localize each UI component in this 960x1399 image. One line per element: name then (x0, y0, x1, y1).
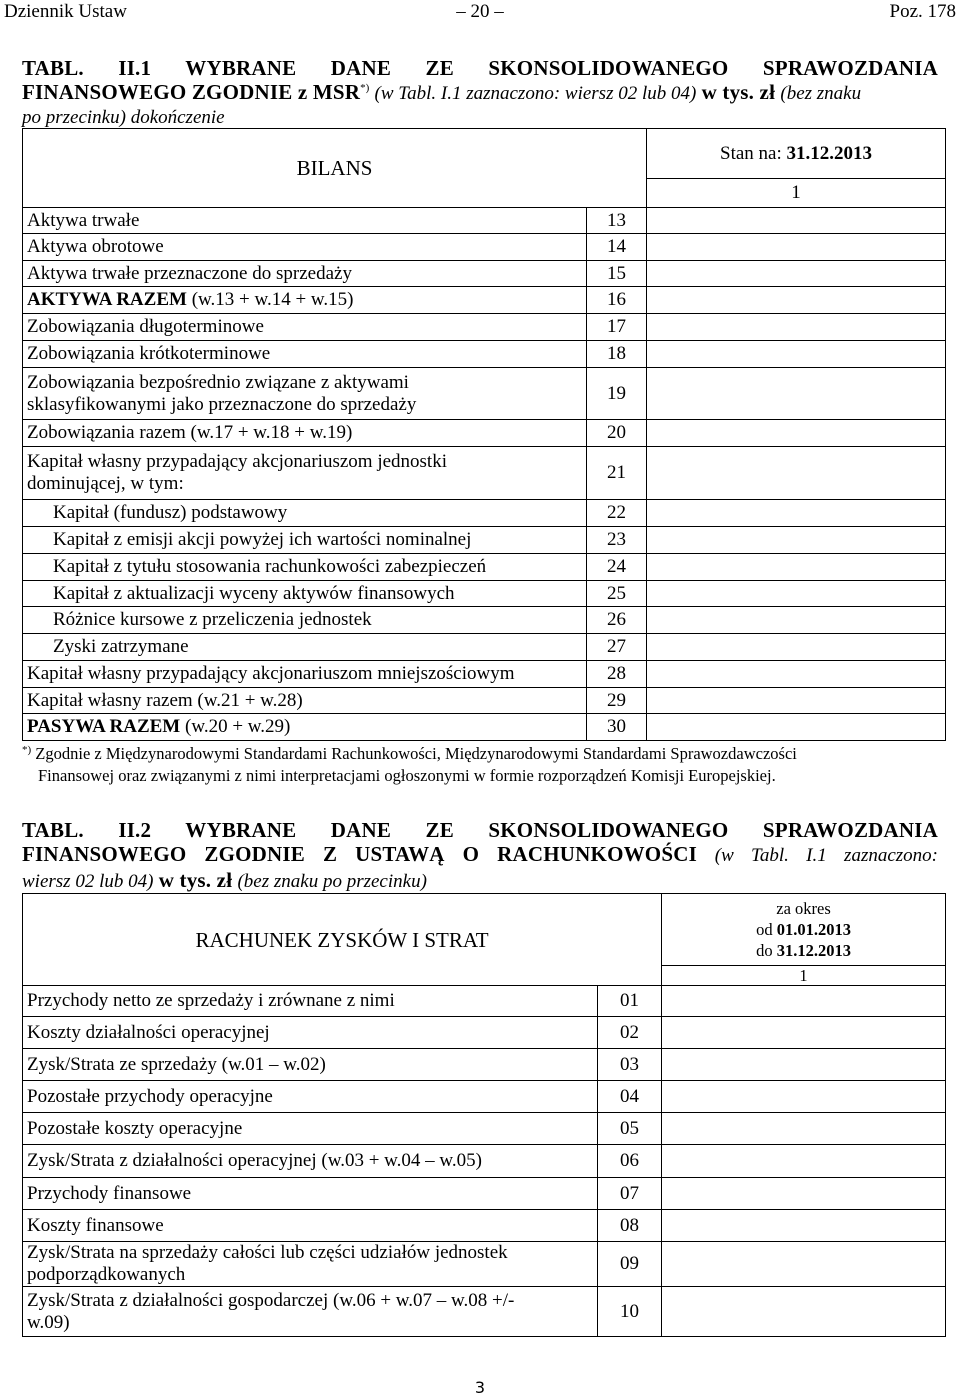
value-cell[interactable] (647, 554, 946, 581)
table-row (23, 714, 946, 741)
row-label: Różnice kursowe z przeliczenia jednostek (23, 607, 587, 634)
income-statement-period-header: za okres od 01.01.2013 do 31.12.2013 (662, 894, 946, 966)
table-row (23, 1242, 946, 1287)
footnote-mark: *) (22, 744, 32, 756)
row-label: Kapitał własny przypadający akcjonariuszom mniejszościowym (23, 661, 587, 688)
row-label: AKTYWA RAZEM (w.13 + w.14 + w.15) (23, 287, 587, 314)
table-row (23, 420, 946, 447)
table-row (23, 554, 946, 581)
row-number: 16 (587, 287, 647, 314)
value-cell[interactable] (662, 1049, 946, 1081)
row-number: 29 (587, 688, 647, 714)
section1-title-line3: po przecinku) dokończenie (22, 107, 225, 128)
section2-title (22, 818, 938, 894)
value-cell[interactable] (662, 1287, 946, 1337)
income-statement-table (22, 893, 946, 1337)
table-row (23, 1113, 946, 1145)
page-indicator: – 20 – (456, 1, 504, 22)
page-number: 3 (474, 1378, 486, 1397)
table-row (23, 581, 946, 607)
value-cell[interactable] (647, 234, 946, 261)
row-label: Zysk/Strata z działalności operacyjnej (w.03 + w.04 – w.05) (23, 1145, 598, 1178)
row-number: 13 (587, 208, 647, 234)
value-cell[interactable] (647, 368, 946, 420)
table-row (23, 527, 946, 554)
table-row (23, 1178, 946, 1210)
value-cell[interactable] (647, 661, 946, 688)
row-label: Kapitał z tytułu stosowania rachunkowości zabezpieczeń (23, 554, 587, 581)
row-number: 22 (587, 500, 647, 527)
income-statement-column-number: 1 (662, 966, 946, 986)
table-row (23, 1017, 946, 1049)
row-number: 17 (587, 314, 647, 341)
row-label: Kapitał z aktualizacji wyceny aktywów finansowych (23, 581, 587, 607)
row-number: 02 (598, 1017, 662, 1049)
row-number: 23 (587, 527, 647, 554)
row-label: Zobowiązania razem (w.17 + w.18 + w.19) (23, 420, 587, 447)
section2-title-line1: TABL. II.2 WYBRANE DANE ZE SKONSOLIDOWANEGO SPRAWOZDANIA (22, 818, 938, 842)
row-label: Aktywa trwałe (23, 208, 587, 234)
row-number: 24 (587, 554, 647, 581)
row-label: Zysk/Strata z działalności gospodarczej (w.06 + w.07 – w.08 +/- w.09) (23, 1287, 598, 1337)
footnote-line2: Finansowej oraz związanymi z nimi interpretacjami ogłoszonymi w formie rozporządzeń Komisji Europejskiej. (38, 766, 776, 785)
row-label: Kapitał z emisji akcji powyżej ich wartości nominalnej (23, 527, 587, 554)
balance-sheet-column-number: 1 (647, 179, 946, 208)
table-row (23, 634, 946, 661)
table-row (23, 500, 946, 527)
row-label: Zysk/Strata ze sprzedaży (w.01 – w.02) (23, 1049, 598, 1081)
table-row (23, 607, 946, 634)
footnote-marker: *) (360, 82, 370, 94)
row-number: 04 (598, 1081, 662, 1113)
balance-sheet-caption: BILANS (23, 129, 647, 208)
table-row (23, 1081, 946, 1113)
value-cell[interactable] (647, 447, 946, 500)
row-number: 01 (598, 986, 662, 1017)
row-label: Aktywa trwałe przeznaczone do sprzedaży (23, 261, 587, 287)
table-row (23, 341, 946, 368)
row-number: 18 (587, 341, 647, 368)
table-row (23, 287, 946, 314)
row-number: 21 (587, 447, 647, 500)
table-row (23, 986, 946, 1017)
balance-sheet-table (22, 128, 946, 741)
row-number: 06 (598, 1145, 662, 1178)
table-row (23, 234, 946, 261)
value-cell[interactable] (647, 688, 946, 714)
table-row (23, 1287, 946, 1337)
value-cell[interactable] (647, 607, 946, 634)
row-label: Kapitał (fundusz) podstawowy (23, 500, 587, 527)
row-label: Aktywa obrotowe (23, 234, 587, 261)
value-cell[interactable] (647, 314, 946, 341)
value-cell[interactable] (647, 634, 946, 661)
row-number: 20 (587, 420, 647, 447)
row-label: PASYWA RAZEM (w.20 + w.29) (23, 714, 587, 741)
section2-title-line2: FINANSOWEGO ZGODNIE Z USTAWĄ O RACHUNKOWOŚCI (w Tabl. I.1 zaznaczono: (22, 842, 938, 866)
value-cell[interactable] (647, 341, 946, 368)
table-row (23, 208, 946, 234)
value-cell[interactable] (662, 1145, 946, 1178)
row-label: Zyski zatrzymane (23, 634, 587, 661)
table-row (23, 368, 946, 420)
value-cell[interactable] (647, 527, 946, 554)
row-label: Kapitał własny przypadający akcjonariuszom jednostki dominującej, w tym: (23, 447, 587, 500)
row-number: 27 (587, 634, 647, 661)
value-cell[interactable] (647, 261, 946, 287)
table-row (23, 1145, 946, 1178)
row-number: 25 (587, 581, 647, 607)
value-cell[interactable] (662, 986, 946, 1017)
balance-sheet-date-header: Stan na: 31.12.2013 (647, 129, 946, 179)
row-number: 19 (587, 368, 647, 420)
row-label: Zysk/Strata na sprzedaży całości lub części udziałów jednostek podporządkowanych (23, 1242, 598, 1287)
table-row (23, 314, 946, 341)
section1-title-line2: FINANSOWEGO ZGODNIE z MSR*) (w Tabl. I.1 zaznaczono: wiersz 02 lub 04) w tys. zł (bez znaku (22, 80, 862, 104)
row-label: Kapitał własny razem (w.21 + w.28) (23, 688, 587, 714)
row-number: 05 (598, 1113, 662, 1145)
row-label: Zobowiązania bezpośrednio związane z aktywami sklasyfikowanymi jako przeznaczone do sprzedaży (23, 368, 587, 420)
row-number: 14 (587, 234, 647, 261)
row-label: Koszty finansowe (23, 1210, 598, 1242)
value-cell[interactable] (662, 1178, 946, 1210)
value-cell[interactable] (662, 1242, 946, 1287)
value-cell[interactable] (647, 714, 946, 741)
value-cell[interactable] (647, 420, 946, 447)
row-number: 07 (598, 1178, 662, 1210)
row-number: 03 (598, 1049, 662, 1081)
table-row (23, 688, 946, 714)
value-cell[interactable] (647, 208, 946, 234)
row-label: Pozostałe koszty operacyjne (23, 1113, 598, 1145)
value-cell[interactable] (662, 1113, 946, 1145)
income-statement-caption: RACHUNEK ZYSKÓW I STRAT (23, 894, 662, 986)
row-label: Koszty działalności operacyjnej (23, 1017, 598, 1049)
value-cell[interactable] (647, 287, 946, 314)
row-label: Przychody netto ze sprzedaży i zrównane z nimi (23, 986, 598, 1017)
value-cell[interactable] (662, 1210, 946, 1242)
row-label: Przychody finansowe (23, 1178, 598, 1210)
section1-title-line1: TABL. II.1 WYBRANE DANE ZE SKONSOLIDOWANEGO SPRAWOZDANIA (22, 56, 938, 80)
value-cell[interactable] (662, 1017, 946, 1049)
row-number: 30 (587, 714, 647, 741)
value-cell[interactable] (662, 1081, 946, 1113)
row-number: 28 (587, 661, 647, 688)
row-label: Pozostałe przychody operacyjne (23, 1081, 598, 1113)
table-row (23, 447, 946, 500)
table-row (23, 1049, 946, 1081)
section2-title-line3: wiersz 02 lub 04) w tys. zł (bez znaku po przecinku) (22, 868, 427, 892)
row-number: 15 (587, 261, 647, 287)
row-number: 26 (587, 607, 647, 634)
journal-name: Dziennik Ustaw (4, 1, 127, 22)
row-label: Zobowiązania długoterminowe (23, 314, 587, 341)
row-number: 09 (598, 1242, 662, 1287)
footnote-line1: Zgodnie z Międzynarodowymi Standardami Rachunkowości, Międzynarodowymi Standardami Sprawozdawczości (35, 744, 797, 763)
row-number: 10 (598, 1287, 662, 1337)
value-cell[interactable] (647, 581, 946, 607)
footnote (22, 743, 940, 787)
table-row (23, 261, 946, 287)
row-label: Zobowiązania krótkoterminowe (23, 341, 587, 368)
table-row (23, 1210, 946, 1242)
section1-title (22, 56, 938, 130)
value-cell[interactable] (647, 500, 946, 527)
table-row (23, 661, 946, 688)
position-number: Poz. 178 (889, 1, 956, 22)
row-number: 08 (598, 1210, 662, 1242)
